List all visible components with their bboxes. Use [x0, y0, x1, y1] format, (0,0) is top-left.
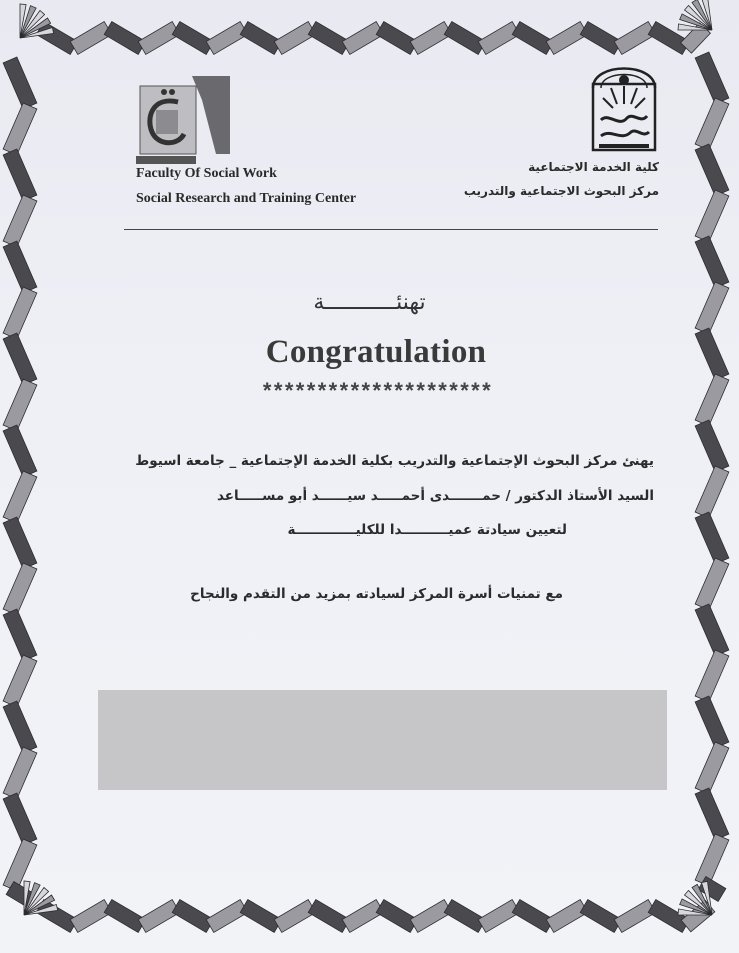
faculty-logo	[134, 72, 230, 166]
faculty-name-english: Faculty Of Social Work	[136, 166, 277, 181]
header-divider	[124, 229, 658, 230]
center-name-arabic: مركز البحوث الاجتماعية والتدريب	[463, 184, 659, 198]
message-line-3: لتعيين سيادتة عميــــــــــدا للكليـــــــــــــة	[287, 522, 567, 538]
title-english: Congratulation	[265, 334, 487, 370]
university-logo	[589, 58, 659, 154]
message-line-1: يهنئ مركز البحوث الإجتماعية والتدريب بكلية الخدمة الإجتماعية _ جامعة اسيوط	[135, 453, 654, 469]
redacted-signature-area	[98, 690, 667, 790]
title-arabic: تهنئـــــــــــة	[313, 290, 426, 315]
star-divider: *********************	[262, 378, 494, 403]
message-line-2: السيد الأستاذ الدكتور / حمـــــــدى أحمـــــد سيــــــد أبو مســـــاعد	[216, 488, 654, 504]
message-line-4: مع تمنيات أسرة المركز لسيادته بمزيد من التقدم والنجاح	[190, 586, 563, 602]
center-name-english: Social Research and Training Center	[136, 191, 357, 206]
faculty-name-arabic: كلية الخدمة الاجتماعية	[528, 160, 659, 174]
